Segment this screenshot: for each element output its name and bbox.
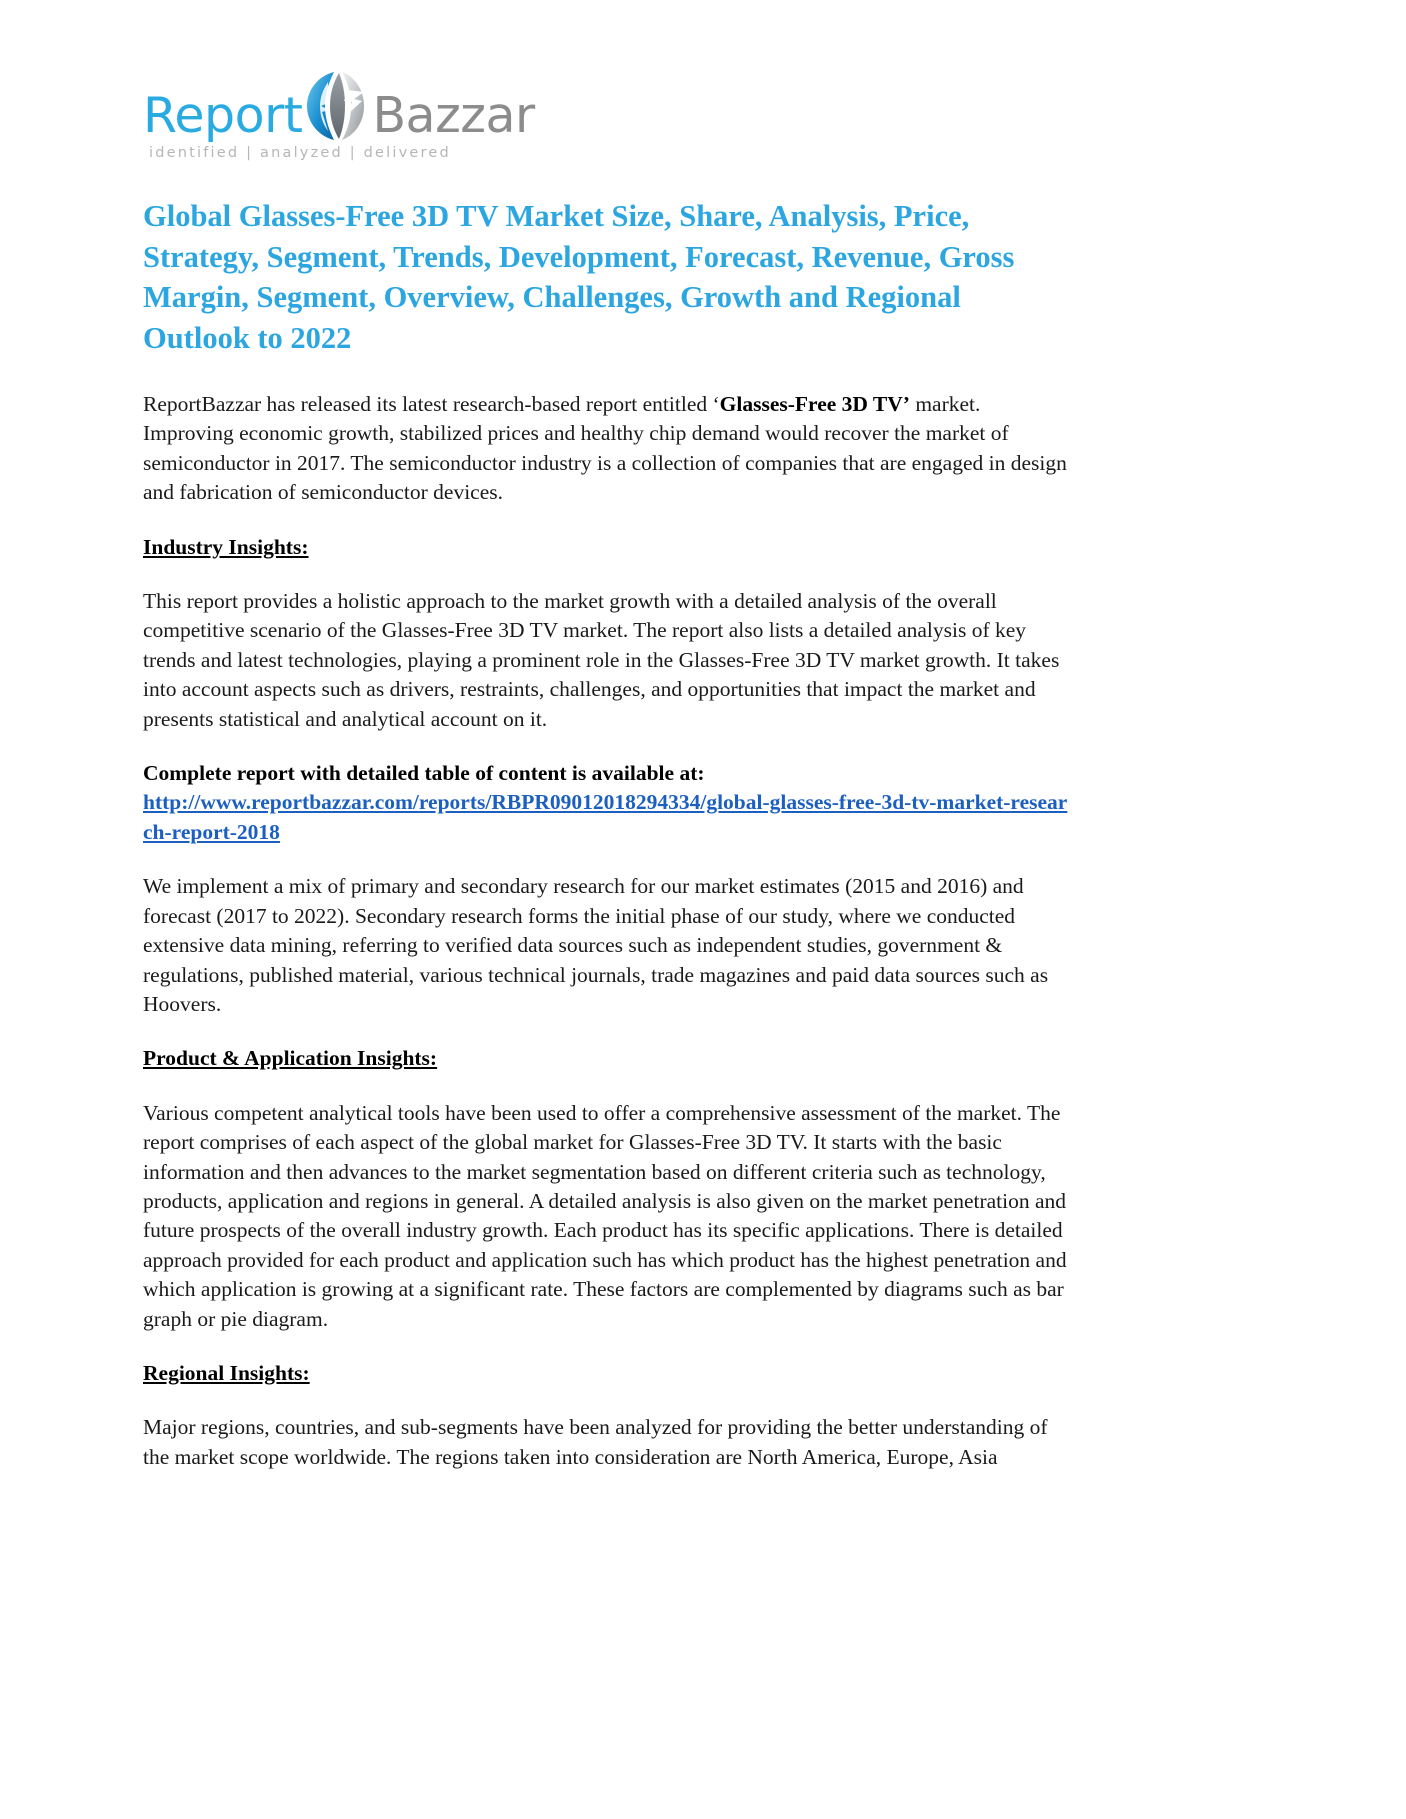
logo-wordmark-row: [143, 68, 535, 144]
intro-report-name: Glasses-Free 3D TV’: [719, 392, 910, 416]
paragraph-industry-insights: This report provides a holistic approach to the market growth with a detailed analysis of the overall competitive scenario of the Glasses-Free 3D TV market. The report also lists a detailed analysis of key trends and latest technologies, playing a prominent role in the Glasses-Free 3D TV market growth. It takes into account aspects such as drivers, restraints, challenges, and opportunities that impact the market and presents statistical and analytical account on it.: [143, 589, 1060, 731]
intro-paragraph: [143, 390, 1073, 508]
paragraph-product-application: Various competent analytical tools have been used to offer a comprehensive assessment of the market. The report comprises of each aspect of the global market for Glasses-Free 3D TV. It starts with the basic information and then advances to the market segmentation based on different criteria such as technology, products, application and regions in general. A detailed analysis is also given on the market penetration and future prospects of the overall industry growth. Each product has its specific applications. There is detailed approach provided for each product and application such has which product has the highest penetration and which application is growing at a significant rate. These factors are complemented by diagrams such as bar graph or pie diagram.: [143, 1100, 1067, 1331]
paragraph-methodology: We implement a mix of primary and secondary research for our market estimates (2015 and 2016) and forecast (2017 to 2022). Secondary research forms the initial phase of our study, where we conducted extensive data mining, referring to verified data sources such as independent studies, government & regulations, published material, various technical journals, trade magazines and paid data sources such as Hoovers.: [143, 874, 1049, 1016]
reportbazzar-logo: [143, 68, 535, 163]
document-body: [143, 390, 1073, 1472]
report-availability-block: [143, 759, 1073, 847]
heading-product-application-insights: Product & Application Insights:: [143, 1046, 438, 1071]
heading-regional-insights: Regional Insights:: [143, 1360, 310, 1385]
page-title: Global Glasses-Free 3D TV Market Size, Share, Analysis, Price, Strategy, Segment, Trends, Development, Forecast, Revenue, Gross Margin, Segment, Overview, Challenges, Growth and Regional Outlook to 2022: [143, 199, 1015, 355]
report-url-link[interactable]: http://www.reportbazzar.com/reports/RBPR09012018294334/global-glasses-free-3d-tv-market-research-report-2018: [143, 790, 1068, 844]
logo-tagline: identified | analyzed | delivered: [149, 145, 451, 161]
intro-prefix: ReportBazzar has released its latest research-based report entitled ‘: [143, 392, 720, 416]
globe-swirl-icon: [298, 68, 372, 144]
paragraph-regional-insights: Major regions, countries, and sub-segments have been analyzed for providing the better understanding of the market scope worldwide. The regions taken into consideration are North America, Europe, Asia: [143, 1415, 1048, 1469]
intro-suffix: market. Improving economic growth, stabilized prices and healthy chip demand would recover the market of semiconductor in 2017. The semiconductor industry is a collection of companies that are engaged in design and fabrication of semiconductor devices.: [143, 392, 1067, 505]
logo-word-report: Report: [143, 87, 303, 144]
availability-label: Complete report with detailed table of content is available at:: [143, 761, 705, 786]
heading-industry-insights: Industry Insights:: [143, 534, 309, 559]
logo-word-bazzar: Bazzar: [372, 87, 535, 144]
